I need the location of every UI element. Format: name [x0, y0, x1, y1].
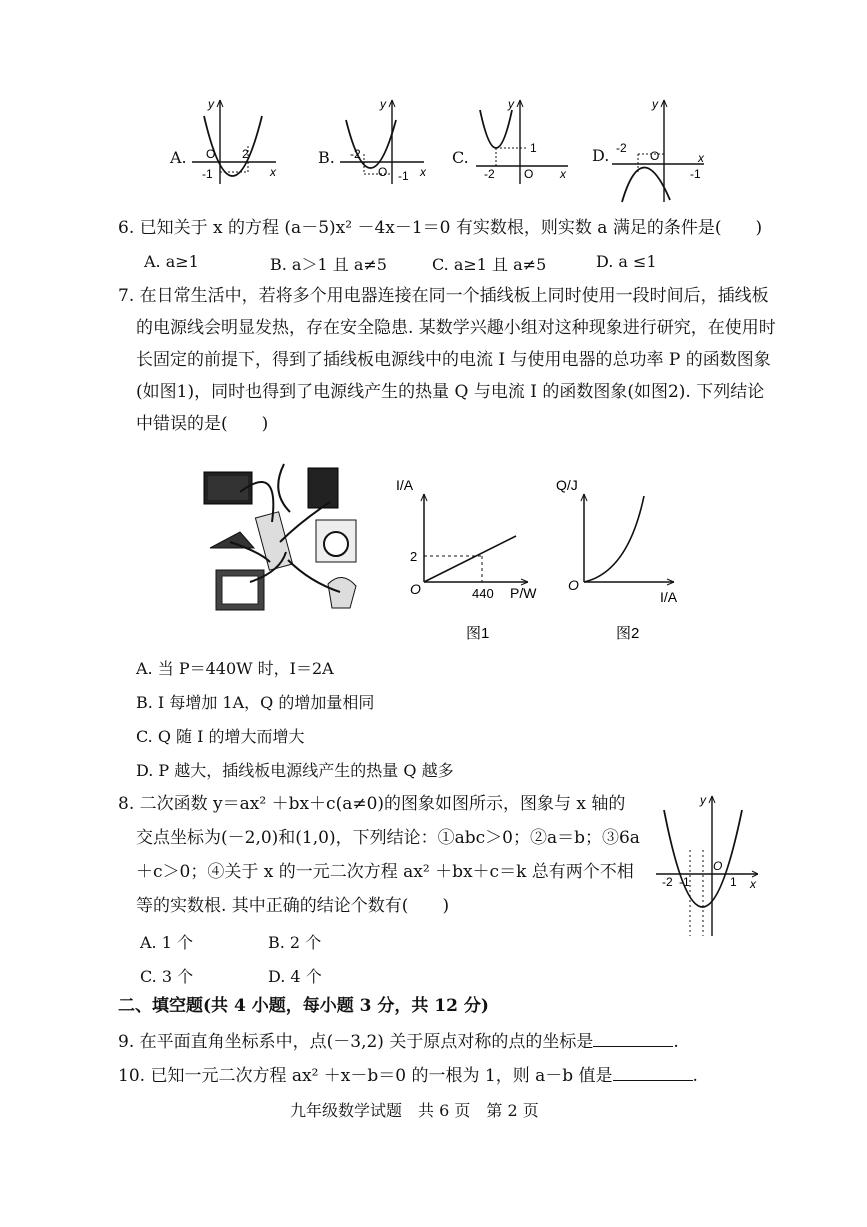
choice-label: B.	[318, 148, 335, 167]
power-strip-illustration	[200, 452, 370, 622]
q7-line: 中错误的是( )	[136, 414, 269, 434]
axis-label: y	[652, 97, 658, 111]
axis-label: x	[698, 151, 704, 165]
q7-line: 的电源线会明显发热，存在安全隐患. 某数学兴趣小组对这种现象进行研究，在使用时	[136, 318, 776, 338]
tick-label: 2	[242, 147, 249, 161]
tick-label: -1	[398, 169, 409, 183]
q8-line: 8. 二次函数 y＝ax² ＋bx＋c(a≠0)的图象如图所示，图象与 x 轴的	[118, 794, 626, 814]
q7-option-c: C. Q 随 I 的增大而增大	[136, 727, 305, 746]
q8-option-d: D. 4 个	[268, 967, 322, 986]
q9-end: .	[673, 1032, 679, 1052]
axis-label: y	[700, 793, 706, 807]
figure-caption: 图1	[466, 625, 490, 642]
iron	[210, 532, 254, 548]
y-tick-label: 2	[410, 549, 418, 564]
q7-line: 7. 在日常生活中，若将多个用电器连接在同一个插线板上同时使用一段时间后，插线板	[118, 286, 769, 306]
tick-label: -1	[679, 875, 690, 889]
q5-choice-a	[170, 96, 280, 186]
page-footer: 九年级数学试题 共 6 页 第 2 页	[290, 1101, 539, 1120]
choice-label: D.	[592, 146, 610, 165]
axis-label: x	[420, 165, 426, 179]
tick-label: -2	[662, 875, 673, 889]
q7-option-a: A. 当 P＝440W 时，I＝2A	[136, 659, 334, 678]
figure-2-heat-vs-current	[556, 474, 686, 664]
x-axis-label: P/W	[510, 585, 537, 601]
axis-label: x	[560, 167, 566, 181]
q8-option-a: A. 1 个	[140, 933, 193, 952]
axis-label: y	[508, 97, 514, 111]
q5-choice-c	[452, 96, 572, 186]
axis-label: y	[208, 97, 214, 111]
q6-option-c: C. a≥1 且 a≠5	[432, 255, 547, 274]
origin-label: O	[713, 859, 723, 873]
section-heading: 二、填空题(共 4 小题，每小题 3 分，共 12 分)	[118, 996, 489, 1016]
power-strip	[255, 512, 292, 570]
q8-parabola-graph	[650, 790, 766, 940]
q8-option-c: C. 3 个	[140, 967, 194, 986]
x-tick-label: 440	[472, 586, 494, 601]
tick-label: -2	[484, 167, 495, 181]
q7-line: (如图1)，同时也得到了电源线产生的热量 Q 与电流 I 的函数图象(如图2). 下列结论	[136, 382, 765, 402]
tick-label: -2	[616, 141, 627, 155]
origin-label: O	[568, 577, 579, 593]
q5-choice-d	[592, 96, 702, 206]
q7-line: 长固定的前提下，得到了插线板电源线中的电流 I 与使用电器的总功率 P 的函数图象	[136, 350, 771, 370]
q7-option-d: D. P 越大，插线板电源线产生的热量 Q 越多	[136, 761, 454, 780]
function-line	[424, 536, 516, 582]
tick-label: 1	[730, 875, 737, 889]
answer-blank[interactable]	[613, 1064, 693, 1081]
q6-stem: 6. 已知关于 x 的方程 (a－5)x² －4x－1＝0 有实数根，则实数 a 满足的条件是( )	[118, 218, 763, 238]
q6-option-b: B. a＞1 且 a≠5	[270, 255, 387, 274]
tick-label: -2	[350, 147, 361, 161]
tick-label: -1	[690, 167, 701, 181]
q5-choice-b	[318, 96, 428, 186]
tick-label: O	[378, 165, 388, 179]
choice-label: C.	[452, 148, 469, 167]
parabola	[664, 810, 742, 907]
q10-end: .	[692, 1066, 698, 1086]
axis-label: x	[270, 165, 276, 179]
tick-label: 1	[530, 141, 537, 155]
y-axis-label: I/A	[396, 477, 414, 493]
graph-d	[612, 96, 708, 204]
q7-option-b: B. I 每增加 1A，Q 的增加量相同	[136, 693, 375, 712]
graph-c	[476, 96, 572, 186]
axis-label: y	[380, 97, 386, 111]
q8-line: ＋c＞0；④关于 x 的一元二次方程 ax² ＋bx＋c＝k 总有两个不相	[136, 862, 634, 882]
q8-line: 交点坐标为(－2,0)和(1,0)，下列结论：①abc＞0；②a＝b；③6a	[136, 828, 640, 848]
x-axis-label: I/A	[660, 589, 678, 605]
figure-1-current-vs-power	[390, 474, 540, 664]
q8-line: 等的实数根. 其中正确的结论个数有( )	[136, 896, 450, 916]
tick-label: -1	[202, 167, 213, 181]
figure-caption: 图2	[616, 625, 640, 642]
q10-text: 10. 已知一元二次方程 ax² ＋x－b＝0 的一根为 1，则 a－b 值是	[118, 1066, 613, 1086]
choice-label: A.	[170, 148, 187, 167]
speaker-right	[308, 468, 338, 508]
q10	[118, 1064, 698, 1086]
q6-option-d: D. a ≤1	[596, 252, 657, 271]
function-curve	[584, 496, 644, 582]
q8-option-b: B. 2 个	[268, 933, 322, 952]
tick-label: O	[650, 149, 660, 163]
q9	[118, 1030, 679, 1052]
kettle	[328, 577, 356, 608]
tick-label: O	[206, 147, 216, 161]
tick-label: O	[524, 167, 534, 181]
axis-label: x	[750, 877, 756, 891]
graph-b	[340, 96, 430, 186]
graph-a	[192, 96, 282, 186]
answer-blank[interactable]	[593, 1030, 673, 1047]
origin-label: O	[410, 581, 421, 597]
y-axis-label: Q/J	[556, 477, 578, 493]
q9-text: 9. 在平面直角坐标系中，点(－3,2) 关于原点对称的点的坐标是	[118, 1032, 594, 1052]
q6-option-a: A. a≥1	[144, 252, 199, 271]
